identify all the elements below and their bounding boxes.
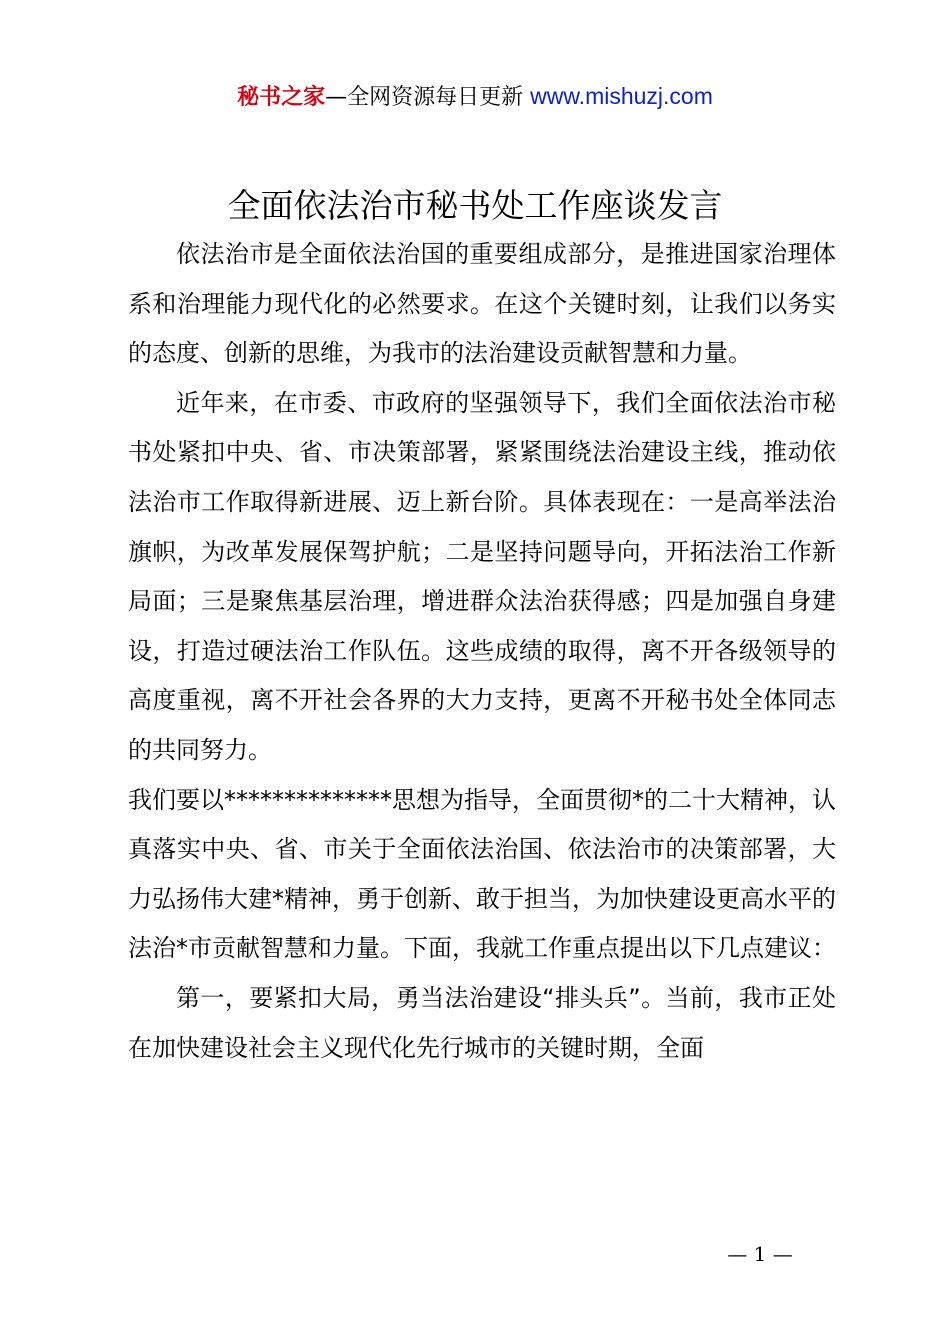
site-header bbox=[0, 80, 950, 114]
paragraph: 我们要以**************思想为指导，全面贯彻*的二十大精神，认真落实中央、省、市关于全面依法治国、依法治市的决策部署，大力弘扬伟大建*精神，勇于创新、敢于担当，为加快建设更高水平的法治*市贡献智慧和力量。下面，我就工作重点提出以下几点建议： bbox=[128, 785, 836, 963]
paragraph: 第一，要紧扣大局，勇当法治建设“排头兵”。当前，我市正处在加快建设社会主义现代化先行城市的关键时期，全面 bbox=[128, 983, 836, 1062]
paragraph: 依法治市是全面依法治国的重要组成部分，是推进国家治理体系和治理能力现代化的必然要求。在这个关键时刻，让我们以务实的态度、创新的思维，为我市的法治建设贡献智慧和力量。 bbox=[128, 240, 836, 368]
document-title: 全面依法治市秘书处工作座谈发言 bbox=[227, 186, 723, 225]
paragraph: 近年来，在市委、市政府的坚强领导下，我们全面依法治市秘书处紧扣中央、省、市决策部署，紧紧围绕法治建设主线，推动依法治市工作取得新进展、迈上新台阶。具体表现在：一是高举法治旗帜，为改革发展保驾护航；二是坚持问题导向，开拓法治工作新局面；三是聚焦基层治理，增进群众法治获得感；四是加强自身建设，打造过硬法治工作队伍。这些成绩的取得，离不开各级领导的高度重视，离不开社会各界的大力支持，更离不开秘书处全体同志的共同努力。 bbox=[128, 388, 836, 764]
document-body bbox=[128, 230, 836, 1073]
site-brand: 秘书之家 bbox=[237, 85, 326, 110]
site-url-link[interactable]: www.mishuzj.com bbox=[530, 83, 713, 109]
page-number: — 1 — bbox=[727, 1242, 793, 1266]
site-tagline: —全网资源每日更新 bbox=[325, 85, 524, 110]
